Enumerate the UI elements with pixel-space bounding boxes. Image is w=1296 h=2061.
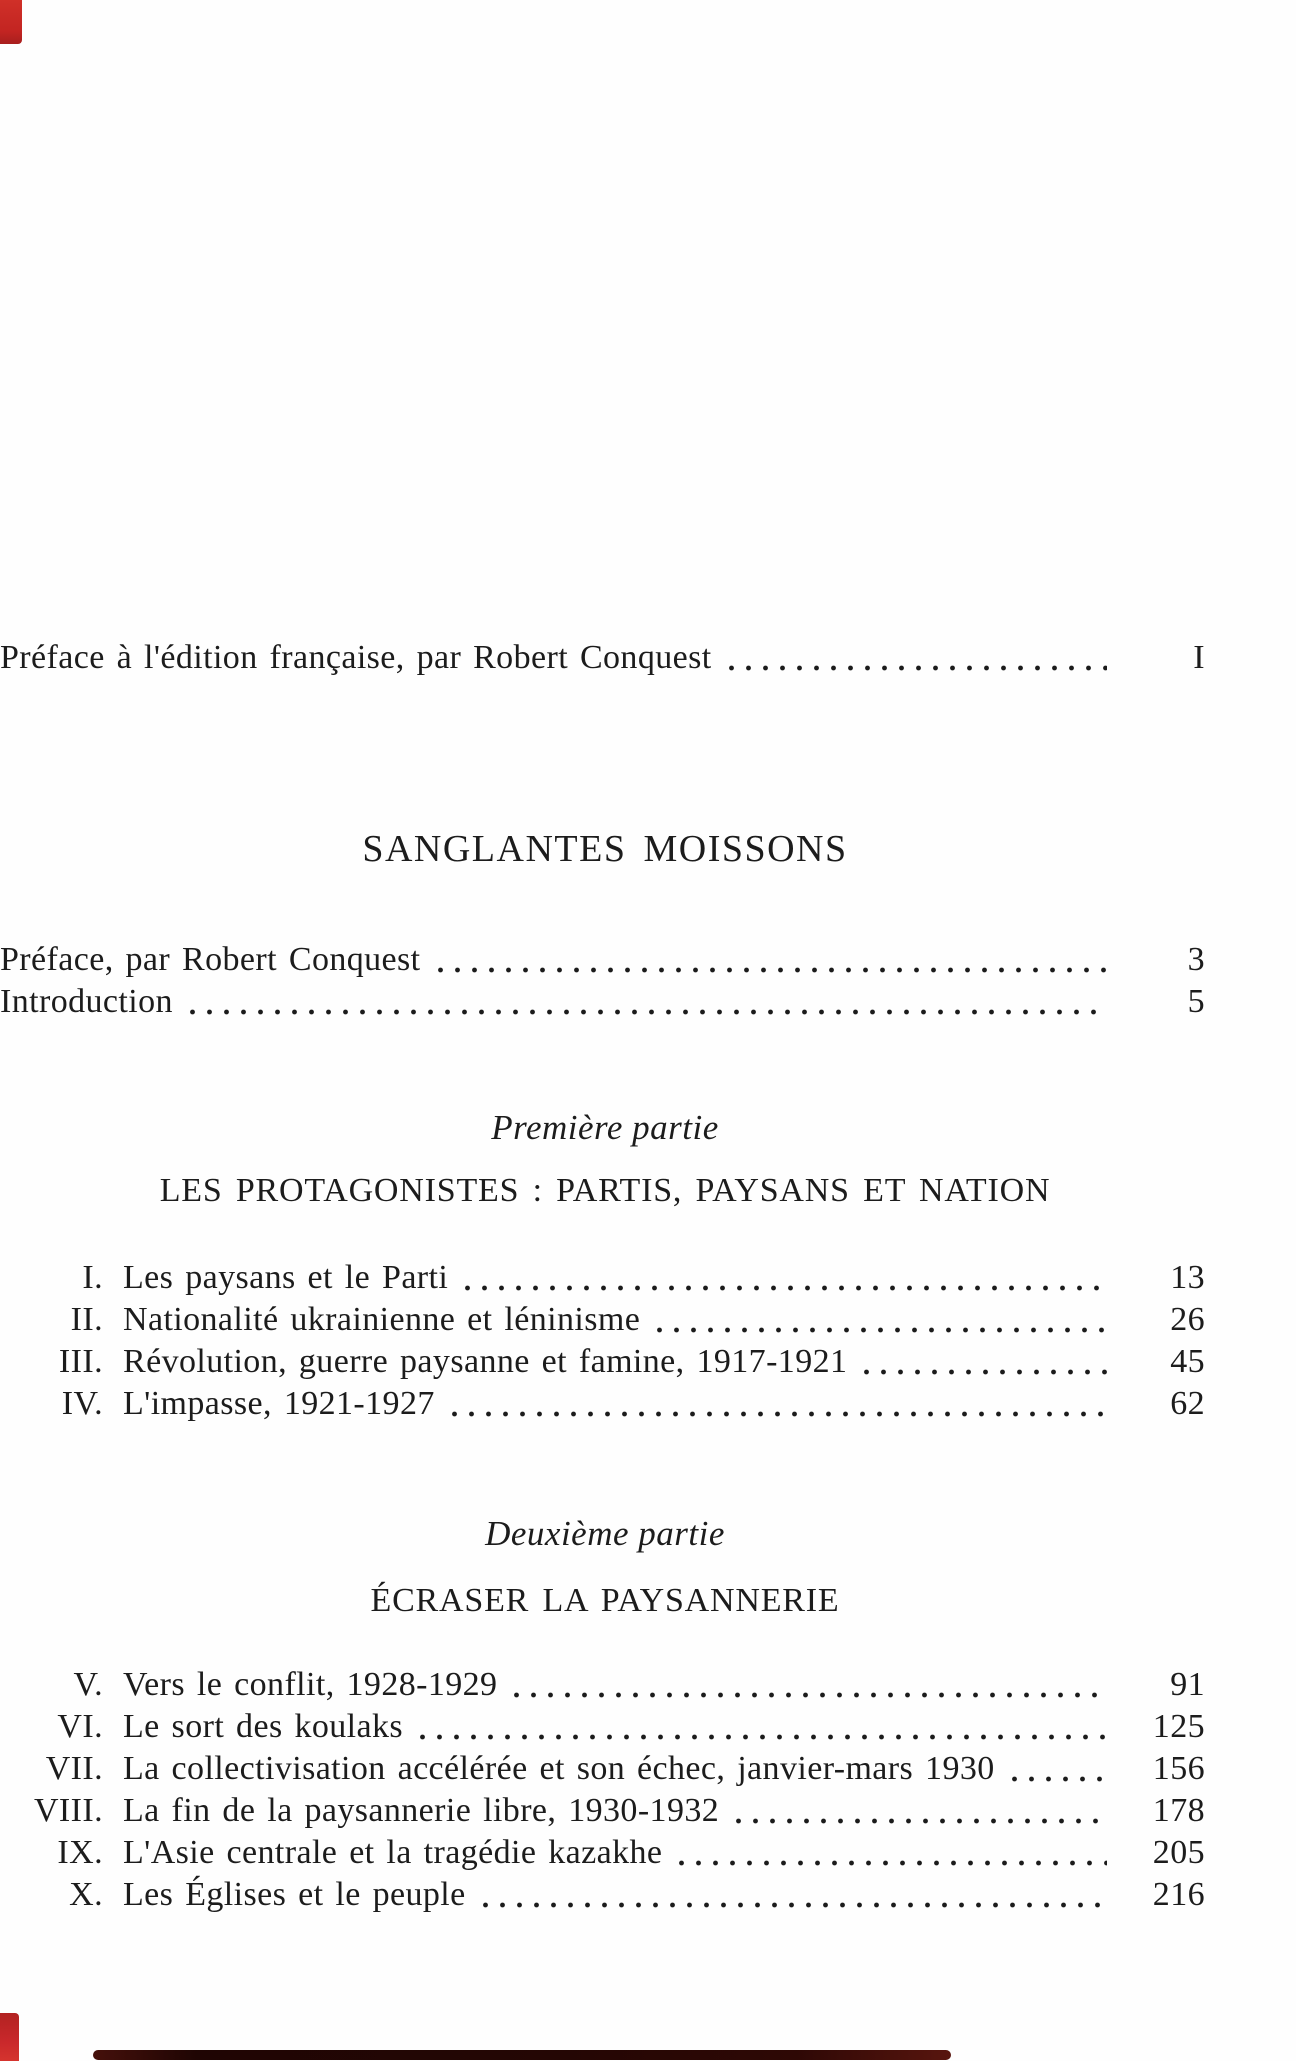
part2-label: Deuxième partie [485,1514,725,1553]
chapter-number: II. [70,1301,103,1338]
scan-artifact-bottom-edge-bar [93,2050,951,2060]
dot-leader [475,1874,1107,1916]
page-number: 125 [1152,1708,1205,1745]
scan-artifact-bottom-left-cover [0,2013,19,2061]
dot-leader [1004,1748,1107,1790]
page-number: 13 [1170,1259,1205,1296]
chapter-title: Le sort des koulaks [123,1708,404,1745]
chapter-title: Les paysans et le Parti [123,1259,449,1296]
chapter-number: III. [58,1343,103,1380]
dot-leader [671,1832,1107,1874]
page-number: 3 [1187,941,1205,978]
dot-leader [430,939,1107,981]
toc-row [0,1341,1205,1383]
toc-row [0,1832,1205,1874]
page-number: 5 [1187,983,1205,1020]
toc-row [0,939,1205,981]
chapter-number: VIII. [33,1792,103,1829]
scan-artifact-top-left-cover [0,0,22,44]
dot-leader [649,1299,1107,1341]
chapter-title: Les Églises et le peuple [123,1876,466,1913]
dot-leader [721,637,1107,679]
toc-row [0,981,1205,1023]
chapter-number: VI. [57,1708,103,1745]
toc-row [0,637,1205,679]
dot-leader [506,1664,1107,1706]
chapter-title: La collectivisation accélérée et son échec, janvier-mars 1930 [123,1750,995,1787]
page-number: 156 [1152,1750,1205,1787]
part1-chapter-list [0,1257,1205,1425]
part2-title: ÉCRASER LA PAYSANNERIE [370,1582,840,1619]
page-number: 91 [1170,1666,1205,1703]
chapter-number: IX. [57,1834,103,1871]
page-number: 216 [1152,1876,1205,1913]
part2-chapter-list [0,1664,1205,1916]
toc-row [0,1706,1205,1748]
page-number: 178 [1152,1792,1205,1829]
chapter-title: Introduction [0,983,173,1020]
page-number: 62 [1170,1385,1205,1422]
dot-leader [728,1790,1107,1832]
chapter-number: X. [69,1876,103,1913]
page-number: 45 [1170,1343,1205,1380]
chapter-number: V. [73,1666,103,1703]
toc-row [0,1748,1205,1790]
preliminary-list [0,939,1205,1023]
book-title: SANGLANTES MOISSONS [362,828,848,870]
toc-row [0,1790,1205,1832]
chapter-title: La fin de la paysannerie libre, 1930-1932 [123,1792,720,1829]
chapter-number: IV. [61,1385,103,1422]
chapter-title: Vers le conflit, 1928-1929 [123,1666,498,1703]
toc-row [0,1664,1205,1706]
chapter-title: Préface, par Robert Conquest [0,941,421,978]
dot-leader [182,981,1107,1023]
part1-label: Première partie [491,1108,719,1147]
dot-leader [412,1706,1107,1748]
part1-title: LES PROTAGONISTES : PARTIS, PAYSANS ET NATION [159,1172,1051,1209]
toc-row [0,1257,1205,1299]
dot-leader [856,1341,1107,1383]
toc-row [0,1383,1205,1425]
toc-row [0,1299,1205,1341]
front-matter-list [0,637,1205,679]
dot-leader [457,1257,1107,1299]
chapter-title: Préface à l'édition française, par Robert Conquest [0,639,712,676]
chapter-number: VII. [45,1750,103,1787]
page-number: 205 [1152,1834,1205,1871]
chapter-title: Nationalité ukrainienne et léninisme [123,1301,641,1338]
page-number: I [1193,639,1205,676]
dot-leader [444,1383,1107,1425]
chapter-title: L'Asie centrale et la tragédie kazakhe [123,1834,663,1871]
page-number: 26 [1170,1301,1205,1338]
toc-row [0,1874,1205,1916]
chapter-title: Révolution, guerre paysanne et famine, 1917-1921 [123,1343,848,1380]
chapter-number: I. [82,1259,103,1296]
chapter-title: L'impasse, 1921-1927 [123,1385,435,1422]
